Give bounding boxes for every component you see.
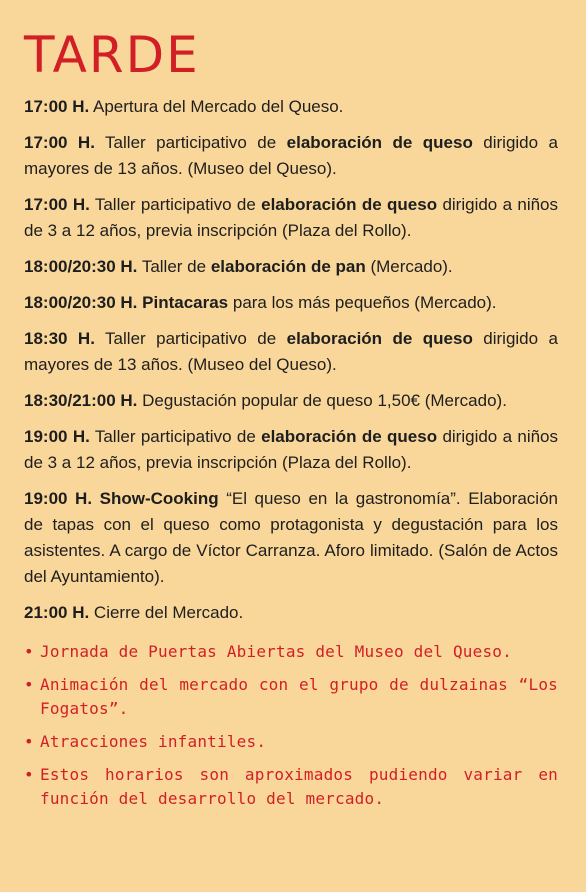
schedule-entry xyxy=(24,326,558,378)
entry-text: Taller participativo de xyxy=(94,329,287,348)
entry-text: dirigido a niños de 3 a 12 años, previa inscripción (Plaza del Rollo). xyxy=(24,195,559,240)
bullet-icon: • xyxy=(24,642,34,661)
schedule-entry xyxy=(24,94,558,120)
schedule-entry xyxy=(24,388,558,414)
entry-time: 19:00 H. xyxy=(24,489,93,508)
entry-time: 19:00 H. xyxy=(24,427,90,446)
entry-text: Taller de xyxy=(137,257,211,276)
entry-text: Taller participativo de xyxy=(94,133,287,152)
entry-text: “El queso en la gastronomía”. Elaboración de tapas con el queso como protagonista y degustación para los asistentes. A cargo de Víctor Carranza. Aforo limitado. (Salón de Actos del Ayuntamiento). xyxy=(24,489,558,586)
note-item xyxy=(24,673,558,721)
schedule-entry xyxy=(24,130,558,182)
schedule-entry xyxy=(24,254,558,280)
entry-text: Degustación popular de queso 1,50€ (Mercado). xyxy=(137,391,507,410)
notes-list xyxy=(24,640,558,811)
note-text: Estos horarios son aproximados pudiendo variar en función del desarrollo del mercado. xyxy=(40,765,558,808)
entry-highlight: Pintacaras xyxy=(142,293,229,312)
entry-text: para los más pequeños (Mercado). xyxy=(228,293,497,312)
entry-highlight: elaboración de queso xyxy=(261,195,438,214)
bullet-icon: • xyxy=(24,732,34,751)
schedule-entry xyxy=(24,290,558,316)
entry-time: 18:30 H. xyxy=(24,329,95,348)
note-item xyxy=(24,730,558,754)
entry-highlight: elaboración de pan xyxy=(210,257,366,276)
entry-highlight: elaboración de queso xyxy=(261,427,438,446)
entry-text: dirigido a mayores de 13 años. (Museo del Queso). xyxy=(24,133,558,178)
schedule-list xyxy=(24,94,558,626)
note-text: Jornada de Puertas Abiertas del Museo del Queso. xyxy=(40,642,512,661)
entry-time: 18:00/20:30 H. xyxy=(24,293,138,312)
schedule-entry xyxy=(24,192,558,244)
note-text: Animación del mercado con el grupo de dulzainas “Los Fogatos”. xyxy=(40,675,558,718)
bullet-icon: • xyxy=(24,675,34,694)
section-title: TARDE xyxy=(24,26,200,84)
schedule-entry xyxy=(24,486,558,590)
entry-text: (Mercado). xyxy=(365,257,453,276)
entry-time: 18:00/20:30 H. xyxy=(24,257,138,276)
schedule-entry xyxy=(24,424,558,476)
entry-text: Taller participativo de xyxy=(89,427,262,446)
note-item xyxy=(24,640,558,664)
entry-time: 17:00 H. xyxy=(24,97,90,116)
entry-text: dirigido a niños de 3 a 12 años, previa inscripción (Plaza del Rollo). xyxy=(24,427,559,472)
entry-text: dirigido a mayores de 13 años. (Museo del Queso). xyxy=(24,329,558,374)
entry-highlight: Show-Cooking xyxy=(99,489,219,508)
schedule-entry xyxy=(24,600,558,626)
note-text: Atracciones infantiles. xyxy=(40,732,267,751)
entry-time: 17:00 H. xyxy=(24,195,90,214)
entry-text: Apertura del Mercado del Queso. xyxy=(89,97,344,116)
entry-time: 18:30/21:00 H. xyxy=(24,391,138,410)
entry-text: Taller participativo de xyxy=(89,195,262,214)
entry-highlight: elaboración de queso xyxy=(286,133,473,152)
note-item xyxy=(24,763,558,811)
entry-text: Cierre del Mercado. xyxy=(89,603,244,622)
entry-time: 21:00 H. xyxy=(24,603,90,622)
entry-highlight: elaboración de queso xyxy=(286,329,473,348)
bullet-icon: • xyxy=(24,765,34,784)
entry-text xyxy=(92,489,100,508)
entry-time: 17:00 H. xyxy=(24,133,95,152)
